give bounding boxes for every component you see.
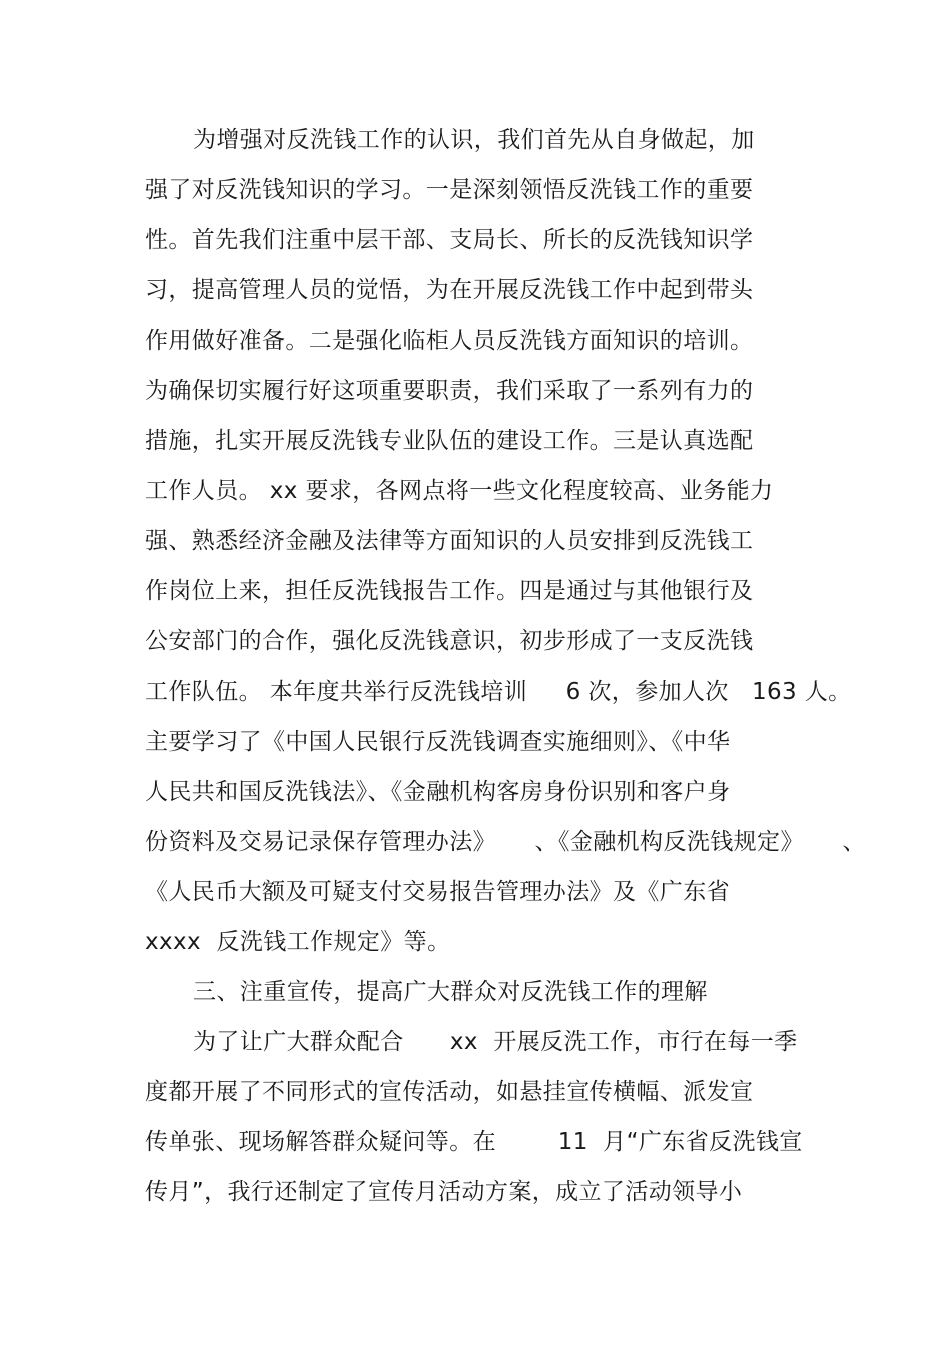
text-line: 份资料及交易记录保存管理办法》 、《金融机构反洗钱规定》 、 [145,829,866,855]
text-line: 为了让广大群众配合 xx 开展反洗工作，市行在每一季 [193,1029,798,1055]
text-line: 公安部门的合作，强化反洗钱意识，初步形成了一支反洗钱 [145,628,754,654]
text-line: xxxx 反洗钱工作规定》等。 [145,929,451,955]
text-line: 主要学习了《中国人民银行反洗钱调查实施细则》、《中华 [145,729,731,755]
text-line: 传月”，我行还制定了宣传月活动方案，成立了活动领导小 [145,1179,743,1205]
text-line: 传单张、现场解答群众疑问等。在 11 月“广东省反洗钱宣 [145,1129,803,1155]
text-line: 《人民币大额及可疑支付交易报告管理办法》及《广东省 [145,879,730,905]
text-line: 人民共和国反洗钱法》、《金融机构客房身份识别和客户身 [145,779,731,805]
text-line: 工作人员。 xx 要求，各网点将一些文化程度较高、业务能力 [145,478,774,504]
text-line: 为确保切实履行好这项重要职责，我们采取了一系列有力的 [145,378,754,404]
text-line: 作用做好准备。二是强化临柜人员反洗钱方面知识的培训。 [145,328,754,354]
text-line: 度都开展了不同形式的宣传活动，如悬挂宣传横幅、派发宣 [145,1079,754,1105]
text-line: 强、熟悉经济金融及法律等方面知识的人员安排到反洗钱工 [145,528,754,554]
section-heading: 三、注重宣传，提高广大群众对反洗钱工作的理解 [193,979,708,1005]
text-line: 性。首先我们注重中层干部、支局长、所长的反洗钱知识学 [145,227,754,253]
text-line: 措施，扎实开展反洗钱专业队伍的建设工作。三是认真选配 [145,428,754,454]
text-line: 习，提高管理人员的觉悟，为在开展反洗钱工作中起到带头 [145,277,754,303]
text-line: 作岗位上来，担任反洗钱报告工作。四是通过与其他银行及 [145,578,754,604]
text-line: 工作队伍。 本年度共举行反洗钱培训 6 次，参加人次 163 人。 [145,679,852,705]
text-line: 强了对反洗钱知识的学习。一是深刻领悟反洗钱工作的重要 [145,177,754,203]
text-line: 为增强对反洗钱工作的认识，我们首先从自身做起，加 [193,127,755,153]
